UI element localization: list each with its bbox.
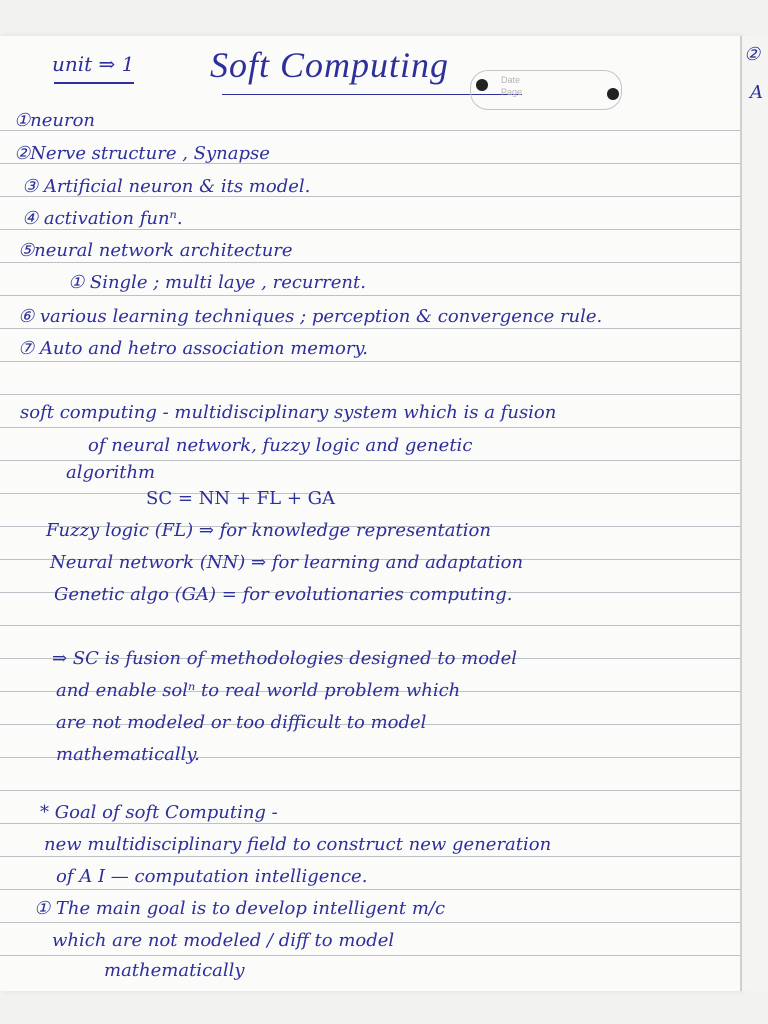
topic-item: ①neuron bbox=[14, 110, 96, 131]
neural-network-line: Neural network (NN) ⇒ for learning and adaptation bbox=[50, 552, 524, 573]
next-page-edge bbox=[742, 36, 768, 991]
binder-hole-2 bbox=[607, 88, 619, 100]
definition-line: of neural network, fuzzy logic and genetic bbox=[88, 435, 473, 456]
topic-item: ②Nerve structure , Synapse bbox=[14, 143, 270, 164]
goal-line: mathematically bbox=[104, 960, 245, 981]
topic-item: ⑦ Auto and hetro association memory. bbox=[18, 338, 368, 359]
genetic-algo-line: Genetic algo (GA) = for evolutionaries computing. bbox=[54, 584, 513, 605]
fusion-line: ⇒ SC is fusion of methodologies designed to model bbox=[52, 648, 518, 669]
formula: SC = NN + FL + GA bbox=[146, 488, 335, 509]
topic-item: ⑤neural network architecture bbox=[18, 240, 293, 261]
topic-item: ⑥ various learning techniques ; perception & convergence rule. bbox=[18, 306, 603, 327]
notebook-page bbox=[0, 36, 742, 991]
date-label: Date bbox=[501, 75, 521, 85]
definition-line: soft computing - multidisciplinary system which is a fusion bbox=[20, 402, 557, 423]
fusion-line: and enable solⁿ to real world problem which bbox=[56, 680, 461, 701]
date-page-box bbox=[470, 70, 622, 110]
unit-underline bbox=[54, 82, 134, 84]
next-page-letter: A bbox=[750, 82, 763, 103]
fusion-line: are not modeled or too difficult to model bbox=[56, 712, 427, 733]
topic-item: ③ Artificial neuron & its model. bbox=[22, 176, 311, 197]
unit-label: unit ⇒ 1 bbox=[52, 52, 135, 76]
goal-line: which are not modeled / diff to model bbox=[52, 930, 395, 951]
goal-line: ① The main goal is to develop intelligent m/c bbox=[34, 898, 446, 919]
binder-hole-1 bbox=[476, 79, 488, 91]
fuzzy-logic-line: Fuzzy logic (FL) ⇒ for knowledge representation bbox=[46, 520, 491, 541]
fusion-line: mathematically. bbox=[56, 744, 200, 765]
topic-item: ④ activation funⁿ. bbox=[22, 208, 183, 229]
next-page-number: ② bbox=[744, 44, 761, 65]
page-title: Soft Computing bbox=[210, 45, 450, 85]
goal-heading: * Goal of soft Computing - bbox=[40, 802, 278, 823]
definition-line: algorithm bbox=[66, 462, 156, 483]
topic-subitem: ① Single ; multi laye , recurrent. bbox=[68, 272, 366, 293]
page-label: Page bbox=[501, 87, 523, 97]
goal-line: of A I — computation intelligence. bbox=[56, 866, 368, 887]
goal-line: new multidisciplinary field to construct new generation bbox=[44, 834, 552, 855]
